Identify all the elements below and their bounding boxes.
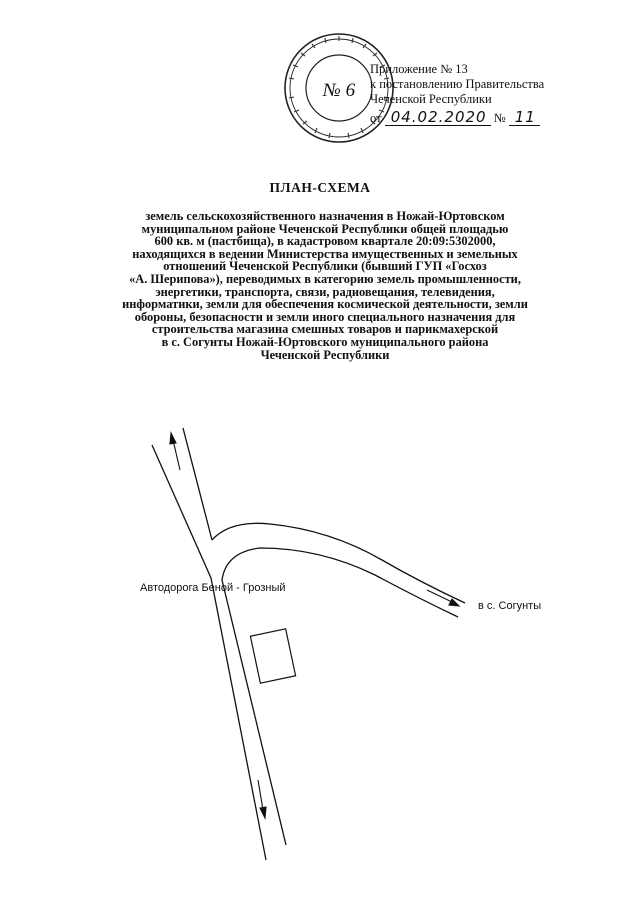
description-line: строительства магазина смешных товаров и парикмахерской: [151, 322, 499, 337]
village-label: в с. Согунты: [478, 600, 542, 612]
description-line: 600 кв. м (пастбища), в кадастровом квартале 20:09:5302000,: [154, 234, 496, 249]
land-plot: [250, 629, 295, 683]
description-line: информатики, земли для обеспечения космической деятельности, земли: [122, 297, 528, 312]
description-line: «А. Шерипова»), переводимых в категорию земель промышленности,: [129, 271, 521, 286]
seal-number: № 6: [322, 80, 356, 101]
main-road-left-edge: [152, 445, 266, 860]
down-arrow-icon: [258, 780, 266, 818]
description-line: отношений Чеченской Республики (бывший ГУП «Госхоз: [163, 259, 487, 274]
description-line: муниципальном районе Чеченской Республики общей площадью: [141, 221, 509, 236]
road-label: Автодорога Беной - Грозный: [140, 582, 286, 594]
up-arrow-icon: [170, 433, 180, 470]
appendix-republic: Чеченской Республики: [370, 92, 492, 106]
description-line: Чеченской Республики: [260, 347, 390, 362]
decree-date: 04.02.2020: [385, 110, 491, 126]
main-road-right-edge-lower: [222, 580, 286, 845]
description-line: энергетики, транспорта, связи, радиовещания, телевидения,: [155, 284, 495, 299]
page-title: ПЛАН-СХЕМА: [269, 180, 371, 195]
description-line: земель сельскохозяйственного назначения в Ножай-Юртовском: [145, 209, 505, 223]
from-prefix: от: [370, 111, 382, 125]
appendix-number: Приложение № 13: [370, 62, 468, 76]
description-line: обороны, безопасности и земли иного специального назначения для: [134, 309, 516, 324]
decree-number: 11: [509, 110, 540, 126]
number-prefix: №: [493, 111, 506, 125]
description-line: находящихся в ведении Министерства имущественных и земельных: [132, 246, 518, 261]
appendix-decree: к постановлению Правительства: [370, 77, 545, 91]
description-line: в с. Согунты Ножай-Юртовского муниципального района: [161, 334, 489, 349]
